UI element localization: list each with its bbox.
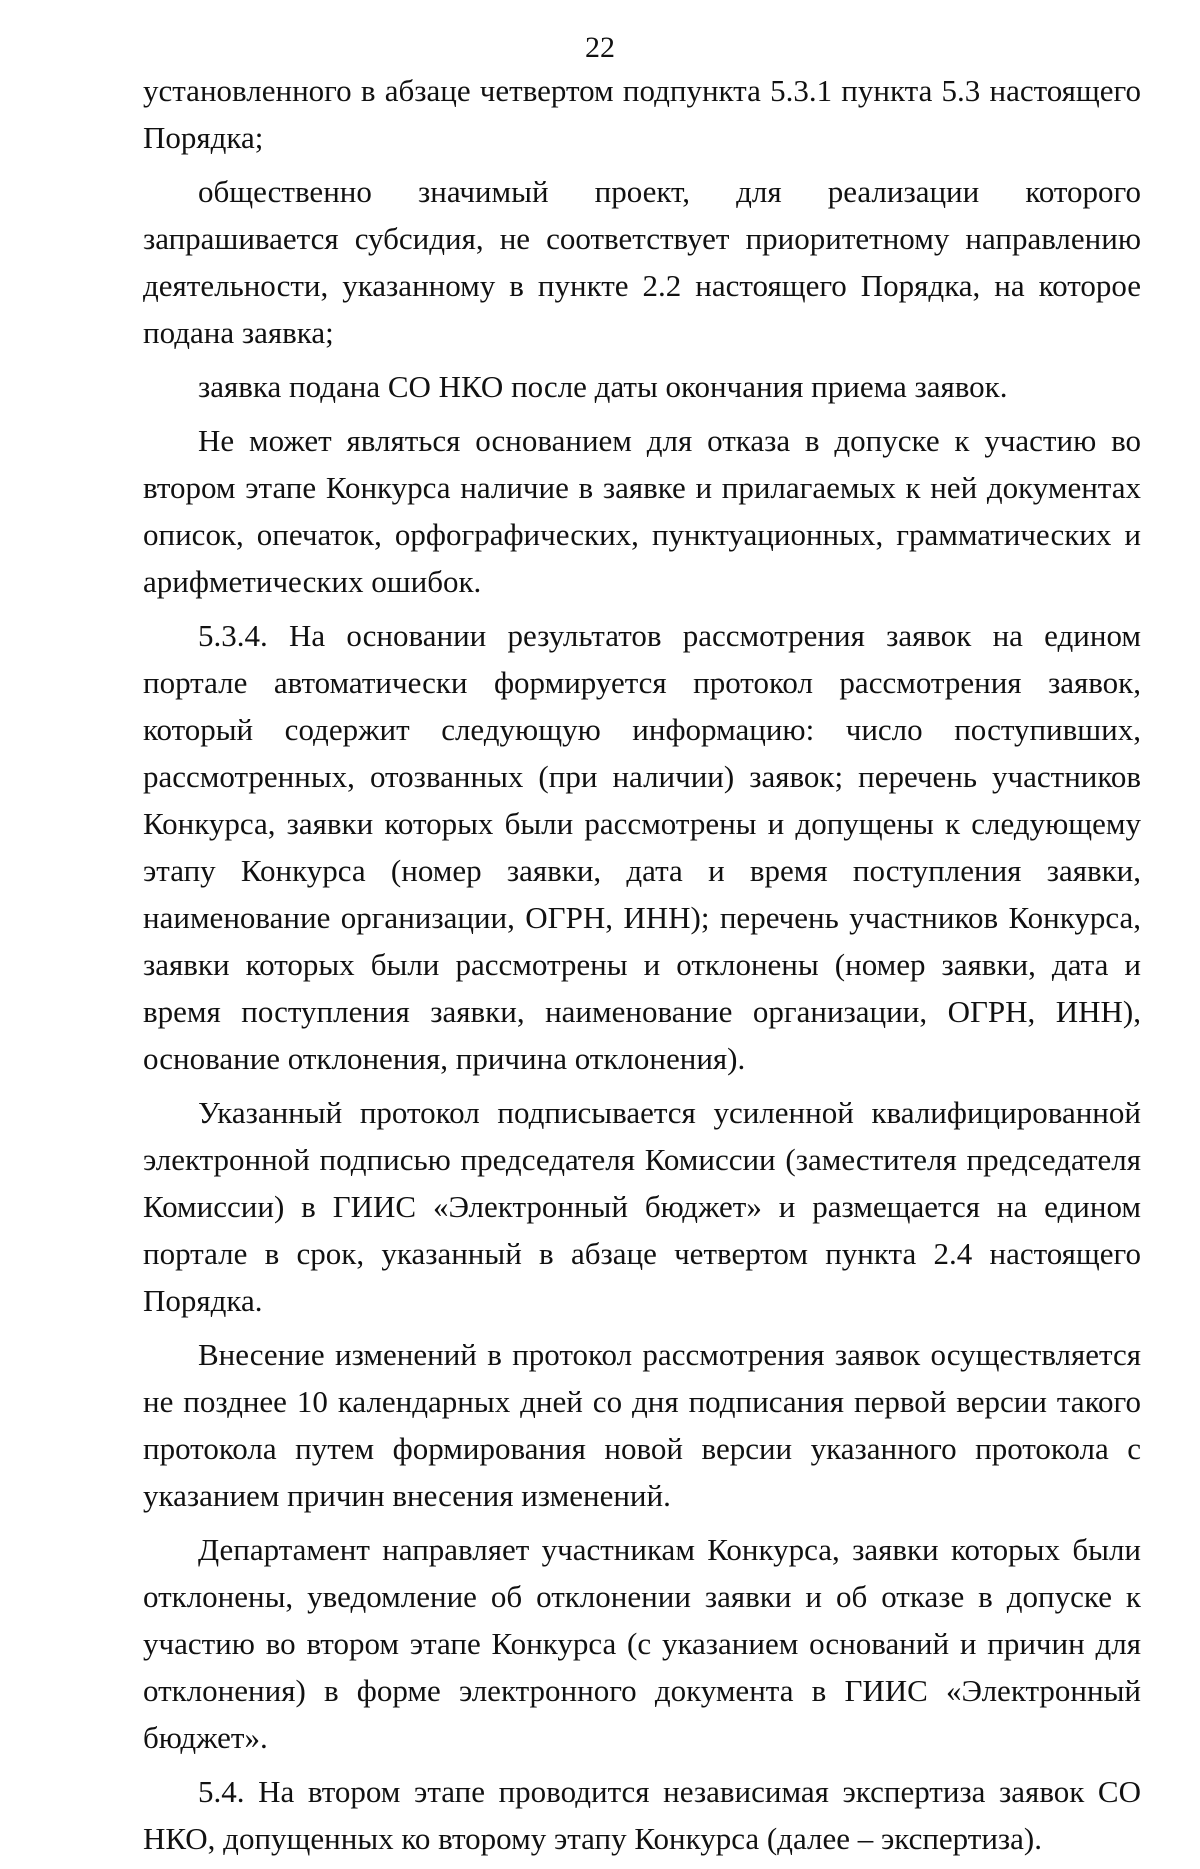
paragraph: Указанный протокол подписывается усиленной квалифицированной электронной подписью председателя Комиссии (заместителя председателя Комиссии) в ГИИС «Электронный бюджет» и размещается на едином портале в срок, указанный в абзаце четвертом пункта 2.4 настоящего Порядка. (143, 1095, 1141, 1318)
paragraph: заявка подана СО НКО после даты окончания приема заявок. (198, 369, 1008, 404)
paragraph: установленного в абзаце четвертом подпункта 5.3.1 пункта 5.3 настоящего Порядка; (143, 73, 1141, 155)
paragraph: 5.4. На втором этапе проводится независимая экспертиза заявок СО НКО, допущенных ко второму этапу Конкурса (далее – экспертиза). (143, 1774, 1141, 1856)
document-body (143, 67, 1141, 1869)
paragraph: 5.3.4. На основании результатов рассмотрения заявок на едином портале автоматически формируется протокол рассмотрения заявок, который содержит следующую информацию: число поступивших, рассмотренных, отозванных (при наличии) заявок; перечень участников Конкурса, заявки которых были рассмотрены и допущены к следующему этапу Конкурса (номер заявки, дата и время поступления заявки, наименование организации, ОГРН, ИНН); перечень участников Конкурса, заявки которых были рассмотрены и отклонены (номер заявки, дата и время поступления заявки, наименование организации, ОГРН, ИНН), основание отклонения, причина отклонения). (143, 618, 1141, 1076)
paragraph: Департамент направляет участникам Конкурса, заявки которых были отклонены, уведомление об отклонении заявки и об отказе в допуске к участию во втором этапе Конкурса (с указанием оснований и причин для отклонения) в форме электронного документа в ГИИС «Электронный бюджет». (143, 1532, 1141, 1755)
paragraph: Внесение изменений в протокол рассмотрения заявок осуществляется не позднее 10 календарных дней со дня подписания первой версии такого протокола путем формирования новой версии указанного протокола с указанием причин внесения изменений. (143, 1337, 1141, 1513)
page-number: 22 (585, 31, 615, 64)
paragraph: общественно значимый проект, для реализации которого запрашивается субсидия, не соответствует приоритетному направлению деятельности, указанному в пункте 2.2 настоящего Порядка, на которое подана заявка; (143, 174, 1141, 350)
paragraph: Не может являться основанием для отказа в допуске к участию во втором этапе Конкурса наличие в заявке и прилагаемых к ней документах описок, опечаток, орфографических, пунктуационных, грамматических и арифметических ошибок. (143, 423, 1141, 599)
